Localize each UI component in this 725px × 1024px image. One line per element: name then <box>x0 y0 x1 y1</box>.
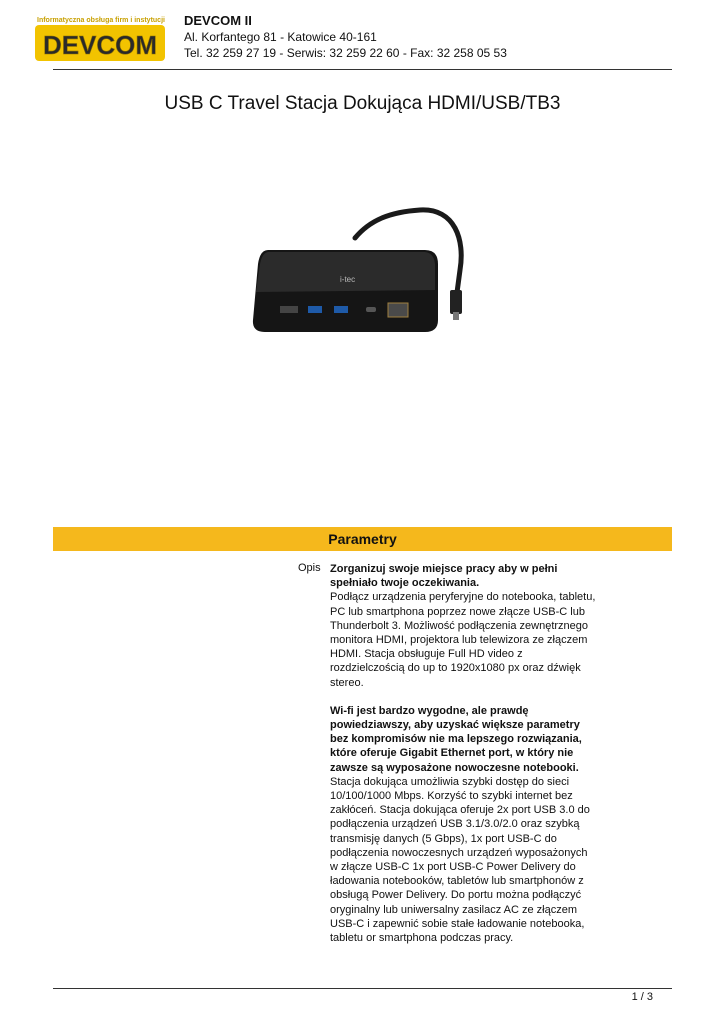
logo-text: DEVCOM <box>42 30 158 60</box>
logo-tagline: Informatyczna obsługa firm i instytucji <box>37 17 165 24</box>
company-name: DEVCOM II <box>184 13 252 28</box>
description-text-2: Stacja dokująca umożliwia szybki dostęp do sieci 10/100/1000 Mbps. Korzyść to szybki internet bez zakłóceń. Stacja dokująca oferuje 2x port USB 3.0 do podłączenia urządzeń USB 3.1/3.0/2.0 oraz szybką transmisję danych (5 Gbps), 1x port USB-C do podłączenia nowoczesnych urządzeń wyposażonych w złącze USB-C 1x port USB-C Power Delivery do ładowania notebooków, tabletów lub smartphonów z obsługą Power Delivery. Do portu można podłączyć oryginalny lub uniwersalny zasilacz AC ze złączem USB-C i zapewnić sobie stałe ładowanie notebooka, tabletu or smartphona podczas pracy. <box>330 775 590 945</box>
page-number: 1 / 3 <box>631 991 653 1003</box>
description-heading-1: Zorganizuj swoje miejsce pracy aby w pełni spełniało twoje oczekiwania. <box>330 563 558 590</box>
description-body <box>330 562 596 959</box>
footer-divider <box>53 988 672 989</box>
product-brand-label: i-tec <box>340 275 356 284</box>
page-title: USB C Travel Stacja Dokująca HDMI/USB/TB3 <box>164 93 561 114</box>
parameters-heading: Parametry <box>53 527 672 551</box>
company-contact: Tel. 32 259 27 19 - Serwis: 32 259 22 60 - Fax: 32 258 05 53 <box>184 46 507 60</box>
company-info <box>184 13 507 61</box>
header-divider <box>53 69 672 70</box>
company-logo <box>33 14 167 64</box>
company-address: Al. Korfantego 81 - Katowice 40-161 <box>184 30 377 44</box>
description-paragraph-2 <box>330 704 596 945</box>
description-label: Opis <box>298 562 321 574</box>
description-heading-2: Wi-fi jest bardzo wygodne, ale prawdę powiedziawszy, aby uzyskać większe parametry bez kompromisów nie ma lepszego rozwiązania, które oferuje Gigabit Ethernet port, w który nie zawsze są wyposażone nowoczesne notebooki. <box>330 704 582 774</box>
product-image <box>220 140 500 420</box>
description-paragraph-1 <box>330 562 596 690</box>
description-text-1: Podłącz urządzenia peryferyjne do notebooka, tabletu, PC lub smartphona poprzez nowe złącze USB-C lub Thunderbolt 3. Możliwość podłączenia zewnętrznego monitora HDMI, projektora lub telewizora ze złączem HDMI. Stacja obsługuje Full HD video z rozdzielczością do up to 1920x1080 px oraz dźwięk stereo. <box>330 591 596 689</box>
